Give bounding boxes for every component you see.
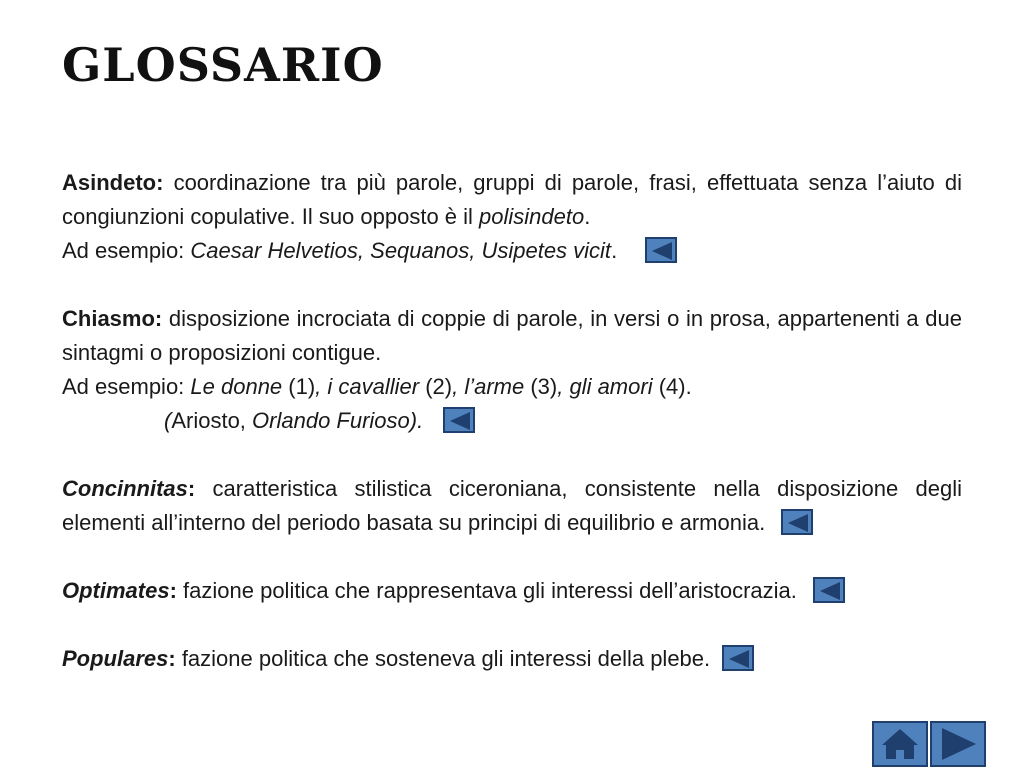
example-num-1: (1) xyxy=(282,374,316,399)
term-optimates: Optimates xyxy=(62,578,170,603)
example-asindeto xyxy=(62,234,962,268)
page-title: GLOSSARIO xyxy=(62,38,384,92)
source-chiasmo xyxy=(62,404,962,438)
next-button[interactable] xyxy=(930,721,986,767)
back-arrow-icon xyxy=(448,411,472,431)
home-button[interactable] xyxy=(872,721,928,767)
example-prefix: Ad esempio: xyxy=(62,374,191,399)
entry-chiasmo xyxy=(62,302,962,370)
term-concinnitas: Concinnitas xyxy=(62,476,188,501)
example-num-2: (2) xyxy=(419,374,453,399)
definition-populares: fazione politica che sosteneva gli interessi della plebe. xyxy=(175,646,711,671)
back-button-concinnitas[interactable] xyxy=(781,509,813,535)
entry-concinnitas xyxy=(62,472,962,540)
entry-asindeto xyxy=(62,166,962,234)
back-button-asindeto[interactable] xyxy=(645,237,677,263)
opposite-term: polisindeto xyxy=(479,204,585,229)
back-arrow-icon xyxy=(727,649,751,669)
definition-concinnitas: caratteristica stilistica ciceroniana, consistente nella disposizione degli elementi all’interno del periodo basata su principi di equilibrio e armonia. xyxy=(62,476,962,535)
term-colon: : xyxy=(168,646,176,671)
next-arrow-icon xyxy=(932,723,984,765)
source-work: Orlando Furioso). xyxy=(252,408,424,433)
term-populares: Populares xyxy=(62,646,169,671)
definition-chiasmo: disposizione incrociata di coppie di parole, in versi o in prosa, appartenenti a due sintagmi o proposizioni contigue. xyxy=(62,306,962,365)
back-button-optimates[interactable] xyxy=(813,577,845,603)
slide-navigation xyxy=(872,721,986,767)
example-word-2: , i cavallier xyxy=(315,374,420,399)
entry-populares xyxy=(62,642,962,676)
definition-optimates: fazione politica che rappresentava gli interessi dell’aristocrazia. xyxy=(176,578,797,603)
example-prefix: Ad esempio: xyxy=(62,238,191,263)
example-num-4: (4). xyxy=(652,374,692,399)
term-chiasmo: Chiasmo: xyxy=(62,306,163,331)
definition-end: . xyxy=(584,204,591,229)
term-colon: : xyxy=(169,578,177,603)
home-icon xyxy=(874,723,926,765)
example-word-3: , l’arme xyxy=(452,374,525,399)
back-arrow-icon xyxy=(786,513,810,533)
example-end: . xyxy=(611,238,618,263)
source-open: ( xyxy=(164,408,172,433)
back-arrow-icon xyxy=(650,241,674,261)
back-button-chiasmo[interactable] xyxy=(443,407,475,433)
glossary-content xyxy=(62,166,962,676)
term-colon: : xyxy=(187,476,196,501)
back-button-populares[interactable] xyxy=(722,645,754,671)
example-text: Caesar Helvetios, Sequanos, Usipetes vicit xyxy=(190,238,612,263)
example-word-1: Le donne xyxy=(190,374,283,399)
example-word-4: , gli amori xyxy=(557,374,653,399)
source-author: Ariosto, xyxy=(171,408,253,433)
entry-optimates xyxy=(62,574,962,608)
term-asindeto: Asindeto: xyxy=(62,170,164,195)
example-chiasmo xyxy=(62,370,962,404)
back-arrow-icon xyxy=(818,581,842,601)
example-num-3: (3) xyxy=(524,374,558,399)
definition-asindeto: coordinazione tra più parole, gruppi di parole, frasi, effettuata senza l’aiuto di congiunzioni copulative. Il suo opposto è il xyxy=(62,170,962,229)
